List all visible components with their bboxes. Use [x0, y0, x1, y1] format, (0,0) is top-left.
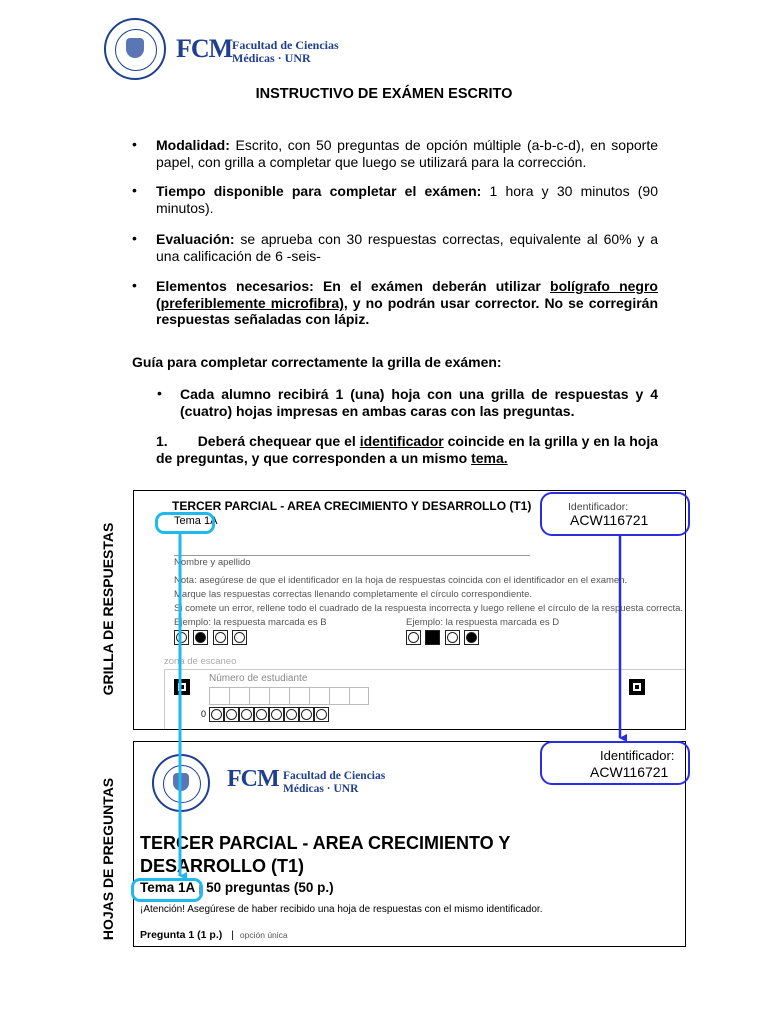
page-title: INSTRUCTIVO DE EXÁMEN ESCRITO	[255, 86, 513, 102]
grid-sheet-id-label: Identificador:	[568, 501, 629, 513]
bullet-dot: •	[132, 277, 137, 293]
bullet-tiempo: Tiempo disponible para completar el exámen: 1 hora y 30 minutos (90 minutos).	[156, 183, 658, 216]
faculty-name-line1: Facultad de Ciencias	[283, 770, 386, 782]
bullet-elementos: Elementos necesarios: En el exámen deberán utilizar bolígrafo negro (preferiblemente microfibra), y no podrán usar corrector. No se corregirán respuestas señaladas con lápiz.	[156, 278, 658, 327]
bullet-dot: •	[132, 136, 137, 152]
question-1-label: Pregunta 1 (1 p.) | opción única	[140, 929, 288, 941]
hojas-label: HOJAS DE PREGUNTAS	[100, 777, 116, 941]
grid-sheet-nota2: Marque las respuestas correctas llenando completamente el círculo correspondiente.	[174, 589, 533, 600]
grid-sheet-title: TERCER PARCIAL - AREA CRECIMIENTO Y DESARROLLO (T1)	[172, 499, 532, 513]
grid-sheet-zona: zona de escaneo	[164, 656, 237, 667]
faculty-name-line2: Médicas · UNR	[283, 783, 359, 795]
bullet-dot: •	[132, 230, 137, 246]
guide-bullet-1: Cada alumno recibirá 1 (una) hoja con una grilla de respuestas y 4 (cuatro) hojas impresas en ambas caras con las preguntas.	[180, 386, 658, 419]
fcm-logo: FCM	[227, 766, 279, 792]
grid-sheet-numero: Número de estudiante	[209, 673, 308, 684]
question-sheet-tema-line: Tema 1A | 50 preguntas (50 p.)	[140, 880, 334, 895]
grid-sheet-ejemplo-b: Ejemplo: la respuesta marcada es B	[174, 617, 327, 628]
grilla-label: GRILLA DE RESPUESTAS	[100, 522, 116, 696]
grid-sheet-nota3: Si comete un error, rellene todo el cuadrado de la respuesta incorrecta y luego rellene el círculo de la respuesta correcta.	[174, 603, 684, 614]
question-sheet-id-value: ACW116721	[590, 764, 669, 780]
bullet-modalidad: Modalidad: Escrito, con 50 preguntas de opción múltiple (a-b-c-d), en soporte papel, con grilla a completar que luego se utilizará para la corrección.	[156, 137, 658, 170]
grid-sheet-id-value: ACW116721	[570, 512, 649, 528]
grid-sheet-ejemplo-d: Ejemplo: la respuesta marcada es D	[406, 617, 560, 628]
bullet-evaluacion: Evaluación: se aprueba con 30 respuestas correctas, equivalente al 60% y a una calificación de 6 -seis-	[156, 231, 658, 264]
guide-step-1: 1. Deberá chequear que el identificador coincide en la grilla y en la hoja de preguntas, y que corresponden a un mismo tema.	[156, 433, 658, 466]
grid-sheet-tema: Tema 1A	[174, 515, 218, 527]
faculty-name-line2: Médicas · UNR	[232, 51, 311, 65]
question-sheet-title: TERCER PARCIAL - AREA CRECIMIENTO Y DESARROLLO (T1)	[140, 833, 511, 876]
grid-sheet-nota1: Nota: asegúrese de que el identificador en la hoja de respuestas coincida con el identificador en el examen.	[174, 575, 628, 586]
bullet-dot: •	[132, 182, 137, 198]
bullet-dot: •	[157, 385, 162, 401]
guide-heading: Guía para completar correctamente la grilla de exámen:	[132, 354, 502, 370]
question-sheet-id-label: Identificador:	[600, 748, 675, 763]
grid-sheet-zero: 0	[201, 709, 207, 719]
grid-sheet-nombre: Nombre y apellido	[174, 557, 251, 568]
fcm-logo: FCM	[176, 34, 233, 63]
question-sheet-atencion: ¡Atención! Asegúrese de haber recibido una hoja de respuestas con el mismo identificador.	[140, 904, 543, 915]
faculty-name-line1: Facultad de Ciencias	[232, 38, 339, 52]
